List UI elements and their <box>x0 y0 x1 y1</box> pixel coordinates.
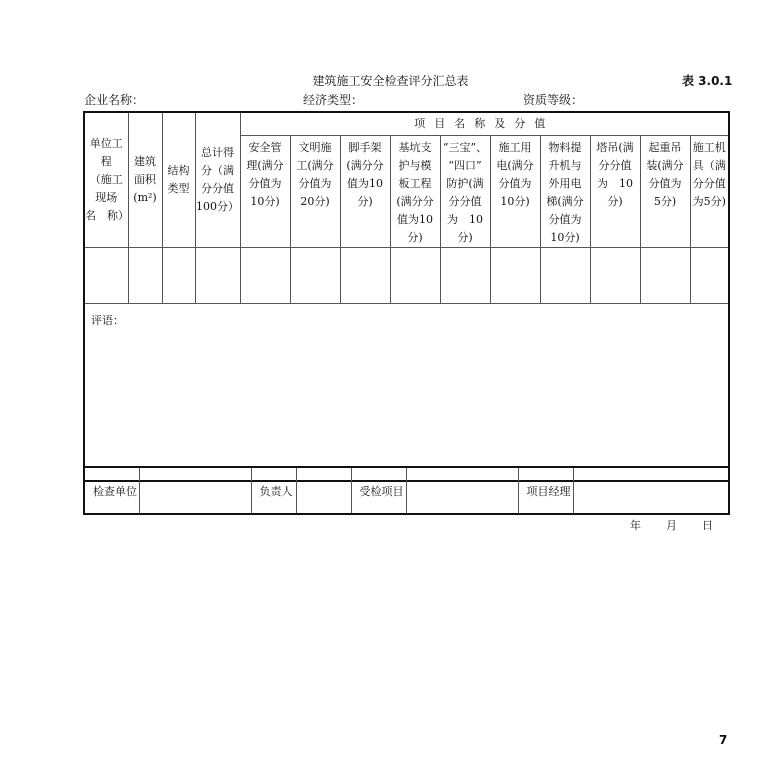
cell-construction-electricity[interactable] <box>490 248 540 304</box>
cell-three-treasures-four-openings[interactable] <box>440 248 490 304</box>
cell-scaffolding[interactable] <box>340 248 390 304</box>
page-number: 7 <box>719 733 728 747</box>
col-hoist-elevator: 物料提 升机与 外用电 梯(满分 分值为 10分) <box>540 136 590 248</box>
cell-construction-machinery[interactable] <box>690 248 729 304</box>
economy-type-label: 经济类型： <box>303 93 364 107</box>
comment-label: 评语： <box>91 314 124 327</box>
date-line: 年 月 日 <box>630 519 714 532</box>
summary-table <box>83 111 730 482</box>
items-group-header: 项目名称及分值 <box>240 112 729 136</box>
enterprise-name-label: 企业名称： <box>84 93 145 107</box>
project-manager-label: 项目经理 <box>518 467 573 514</box>
col-building-area: 建筑 面积 (m²) <box>128 112 162 248</box>
inspected-project-field[interactable] <box>406 467 518 514</box>
page-title: 建筑施工安全检查评分汇总表 <box>312 74 469 88</box>
col-three-treasures-four-openings: “三宝”、 “四口” 防护(满 分分值 为 10 分) <box>440 136 490 248</box>
comment-area[interactable] <box>84 304 729 482</box>
col-structure-type: 结构 类型 <box>162 112 195 248</box>
col-unit-project: 单位工程 （施工 现场 名 称） <box>84 112 128 248</box>
cell-hoist-elevator[interactable] <box>540 248 590 304</box>
col-construction-electricity: 施工用 电(满分 分值为 10分) <box>490 136 540 248</box>
table-number: 表 3.0.1 <box>682 74 733 88</box>
cell-building-area[interactable] <box>128 248 162 304</box>
inspection-unit-label: 检查单位 <box>84 467 139 514</box>
inspected-project-label: 受检项目 <box>351 467 406 514</box>
col-civilized-construction: 文明施 工(满分 分值为 20分) <box>290 136 340 248</box>
cell-structure-type[interactable] <box>162 248 195 304</box>
col-lifting: 起重吊 装(满分 分值为 5分) <box>640 136 690 248</box>
signature-table <box>83 466 730 515</box>
inspection-unit-field[interactable] <box>139 467 251 514</box>
cell-unit-project[interactable] <box>84 248 128 304</box>
cell-foundation-formwork[interactable] <box>390 248 440 304</box>
qualification-level-label: 资质等级： <box>523 93 584 107</box>
col-scaffolding: 脚手架 (满分分 值为10 分) <box>340 136 390 248</box>
person-in-charge-field[interactable] <box>296 467 351 514</box>
cell-safety-management[interactable] <box>240 248 290 304</box>
col-tower-crane: 塔吊(满 分分值 为 10 分) <box>590 136 640 248</box>
cell-tower-crane[interactable] <box>590 248 640 304</box>
person-in-charge-label: 负责人 <box>251 467 296 514</box>
cell-lifting[interactable] <box>640 248 690 304</box>
col-construction-machinery: 施工机 具（满 分分值 为5分) <box>690 136 729 248</box>
col-total-score: 总计得 分（满 分分值 100分） <box>195 112 240 248</box>
col-foundation-formwork: 基坑支 护与模 板工程 (满分分 值为10 分) <box>390 136 440 248</box>
cell-total-score[interactable] <box>195 248 240 304</box>
col-safety-management: 安全管 理(满分 分值为 10分) <box>240 136 290 248</box>
table-row <box>84 248 729 304</box>
project-manager-field[interactable] <box>573 467 729 514</box>
cell-civilized-construction[interactable] <box>290 248 340 304</box>
